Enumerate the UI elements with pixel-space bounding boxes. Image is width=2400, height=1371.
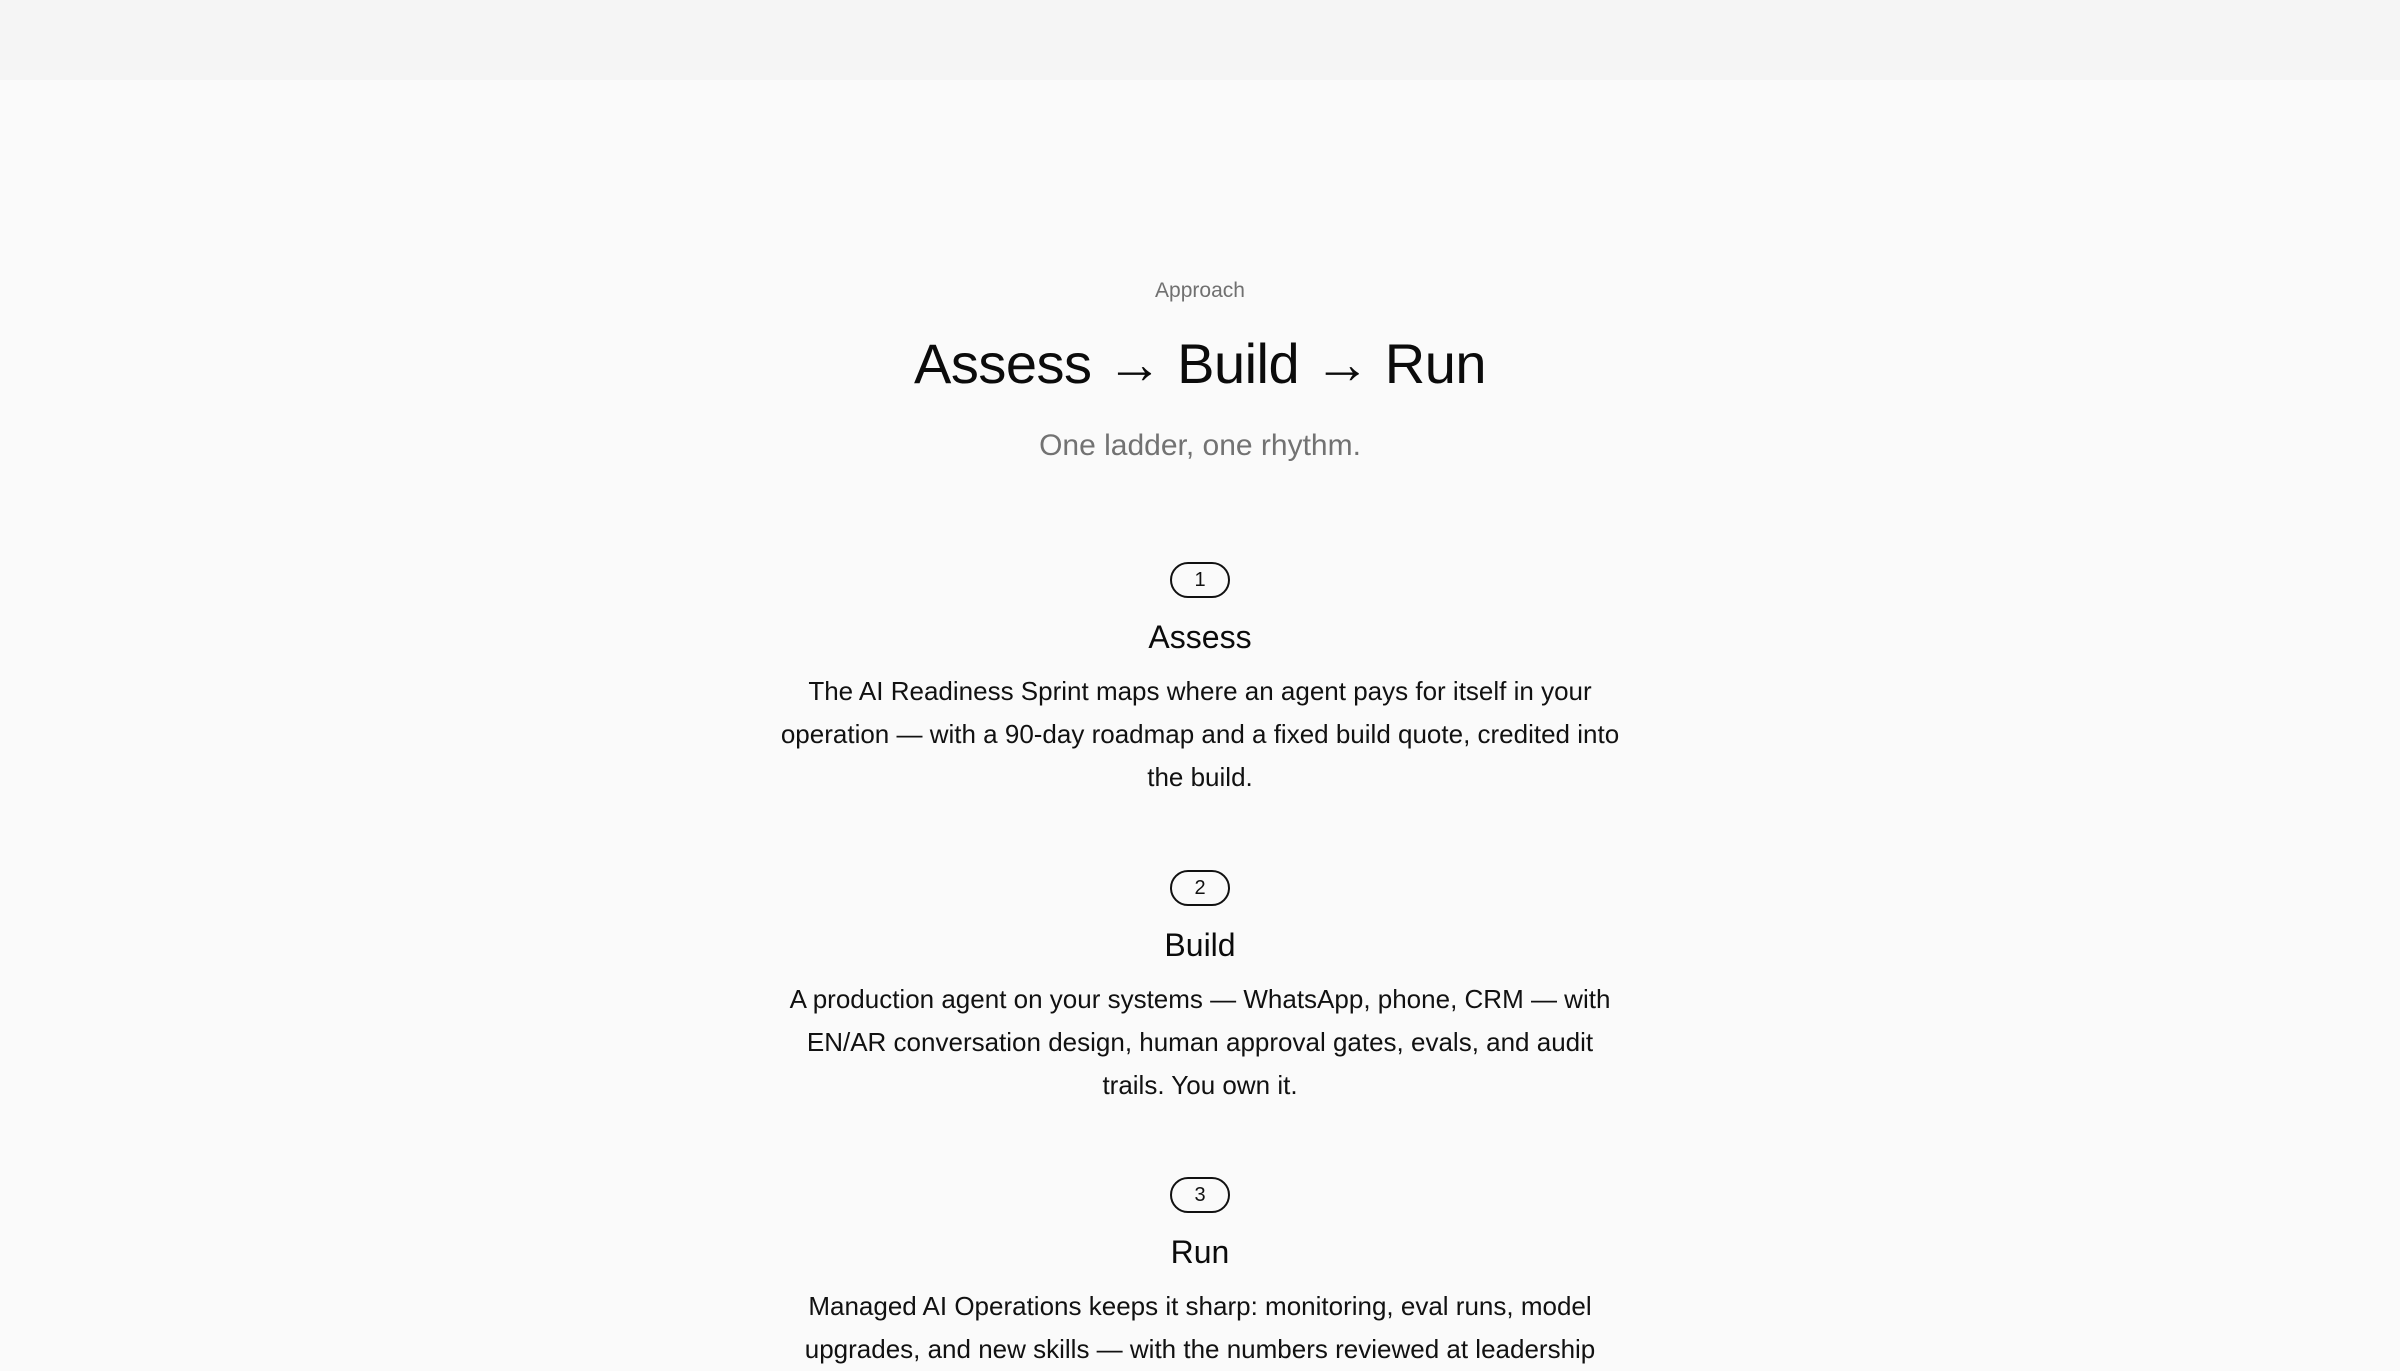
section-subhead: One ladder, one rhythm.: [1039, 429, 1361, 462]
step-title: Run: [1170, 1234, 1230, 1270]
step-description: A production agent on your systems — WhatsApp, phone, CRM — with EN/AR conversation design, human approval gates, evals, and audit trails. You own it.: [789, 984, 1611, 1100]
step-description: The AI Readiness Sprint maps where an agent pays for itself in your operation — with a 90-day roadmap and a fixed build quote, credited into the build.: [780, 676, 1620, 792]
step-number-badge: 3: [1170, 1177, 1230, 1213]
step-build: [750, 870, 1650, 1107]
step-run: [750, 1177, 1650, 1371]
section-headline: Assess → Build → Run: [914, 332, 1486, 395]
section-eyebrow: Approach: [1155, 279, 1245, 302]
step-description: Managed AI Operations keeps it sharp: monitoring, eval runs, model upgrades, and new skills — with the numbers reviewed at leadership: [804, 1291, 1596, 1364]
step-assess: [750, 562, 1650, 799]
step-title: Build: [1164, 927, 1236, 963]
step-number-badge: 2: [1170, 870, 1230, 906]
step-title: Assess: [1148, 619, 1252, 655]
step-number-badge: 1: [1170, 562, 1230, 598]
